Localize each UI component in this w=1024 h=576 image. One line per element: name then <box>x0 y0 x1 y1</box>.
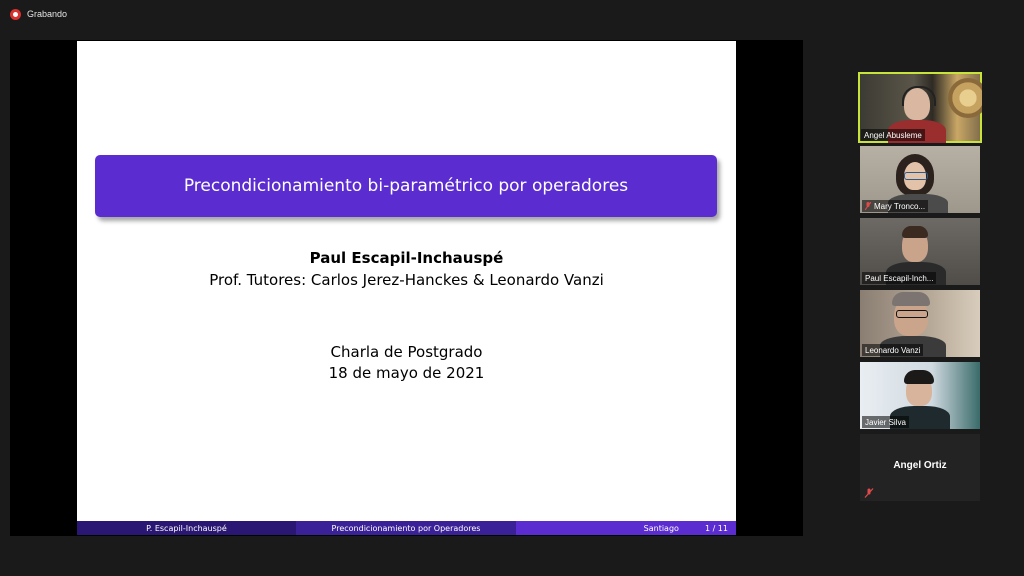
participant-tile-mary[interactable] <box>860 146 980 213</box>
participant-tile-angel-ortiz[interactable] <box>860 434 980 501</box>
mic-muted-icon <box>864 488 874 498</box>
headphones-icon <box>902 86 936 106</box>
participant-hair <box>904 370 934 384</box>
footer-author: P. Escapil-Inchauspé <box>77 521 296 535</box>
participant-name-tag <box>862 200 928 212</box>
slide-date: 18 de mayo de 2021 <box>328 364 485 382</box>
participant-tile-leonardo[interactable] <box>860 290 980 357</box>
participant-name: Mary Tronco... <box>874 201 926 211</box>
slide-tutors: Prof. Tutores: Carlos Jerez-Hanckes & Leonardo Vanzi <box>209 271 604 289</box>
participant-hair <box>892 292 930 306</box>
recording-label: Grabando <box>27 9 68 19</box>
participant-name: Angel Ortiz <box>893 460 947 471</box>
participant-name: Angel Abusleme <box>861 129 925 141</box>
participant-tile-paul[interactable] <box>860 218 980 285</box>
participant-name: Paul Escapil-Inch... <box>862 272 936 284</box>
footer-location: Santiago <box>643 523 679 533</box>
slide-title: Precondicionamiento bi-paramétrico por operadores <box>183 176 629 196</box>
slide <box>77 41 736 535</box>
footer-page: 1 / 11 <box>704 523 728 533</box>
footer-short-title: Precondicionamiento por Operadores <box>296 521 516 535</box>
slide-title-box <box>95 155 717 217</box>
participant-tile-javier[interactable] <box>860 362 980 429</box>
record-icon <box>10 9 21 20</box>
mic-muted-icon <box>865 202 871 210</box>
glasses-icon <box>896 310 928 318</box>
glasses-icon <box>904 172 928 180</box>
slide-event: Charla de Postgrado <box>330 343 483 361</box>
participant-tile-angel-abusleme[interactable] <box>858 72 982 143</box>
dartboard-icon <box>948 78 982 118</box>
footer-right <box>516 521 736 535</box>
slide-ghost-text <box>117 51 697 95</box>
slide-footer <box>77 521 736 535</box>
recording-indicator[interactable] <box>10 6 67 22</box>
participant-hair <box>902 226 928 238</box>
participant-name: Javier Silva <box>862 416 909 428</box>
slide-author: Paul Escapil-Inchauspé <box>309 249 504 267</box>
participant-name: Leonardo Vanzi <box>862 344 923 356</box>
